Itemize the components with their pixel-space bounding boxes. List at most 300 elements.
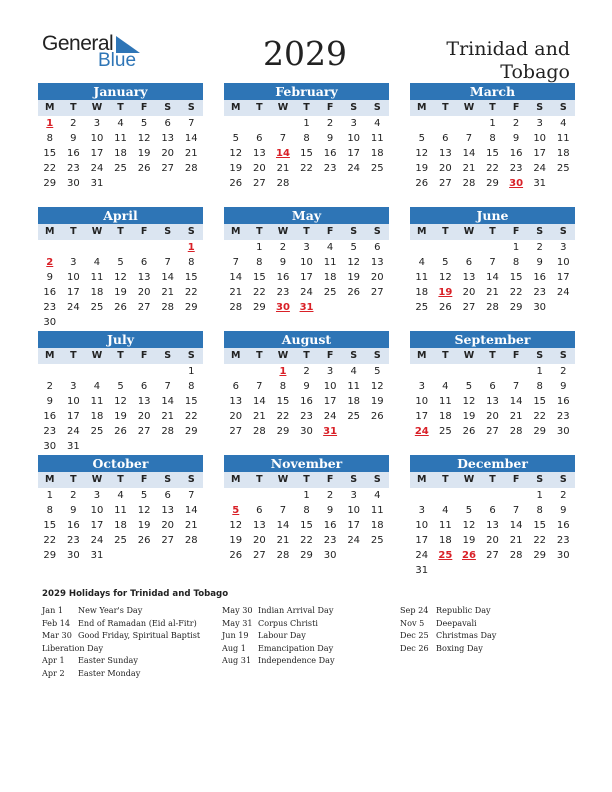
day-cell: 21: [161, 287, 175, 298]
empty-day-cell: [434, 116, 458, 131]
day-cell: 14: [486, 272, 499, 283]
day-cell: 7: [164, 257, 171, 268]
day-cell: 1: [536, 490, 543, 501]
day-cell: 20: [161, 148, 175, 159]
day-cell: 19: [415, 163, 429, 174]
day-cell: 18: [323, 272, 337, 283]
week-row: [38, 300, 203, 315]
day-cell: 27: [253, 550, 266, 561]
weekday-label: W: [277, 474, 289, 485]
holiday-date: Nov 5: [400, 617, 425, 628]
weekday-label: M: [417, 350, 427, 361]
empty-day-cell: [318, 176, 342, 191]
day-cell: 1: [512, 242, 520, 253]
day-cell: 18: [415, 287, 429, 298]
day-cell: 13: [161, 133, 175, 144]
weekday-label: T: [442, 226, 449, 237]
weekday-label: S: [350, 226, 358, 237]
day-cell: 19: [229, 163, 243, 174]
day-cell: 9: [303, 381, 310, 392]
weekday-label: T: [256, 474, 263, 485]
day-cell: 11: [439, 396, 452, 407]
holiday-date: Jan 1: [42, 605, 64, 615]
day-cell: 12: [415, 148, 429, 159]
day-cell: 24: [323, 411, 337, 422]
weekday-label: S: [559, 226, 567, 237]
day-cell: 4: [442, 505, 449, 516]
day-cell: 19: [229, 535, 243, 546]
day-cell: 28: [184, 535, 198, 546]
day-cell: 7: [232, 257, 239, 268]
day-cell: 1: [303, 490, 310, 501]
holiday-name: Labour Day: [258, 630, 306, 640]
day-cell: 13: [253, 148, 266, 159]
weekday-label: W: [277, 226, 289, 237]
day-cell: 27: [439, 178, 452, 189]
empty-day-cell: [248, 116, 272, 131]
day-cell: 1: [489, 118, 496, 129]
week-row: [224, 240, 389, 255]
week-row: [38, 176, 203, 191]
brand-logo: [42, 32, 152, 72]
weekday-label: T: [442, 474, 449, 485]
weekday-label: W: [463, 226, 475, 237]
weekday-label: T: [442, 102, 449, 113]
day-cell: 10: [90, 505, 104, 516]
day-cell: 9: [326, 505, 334, 516]
day-cell: 3: [70, 381, 77, 392]
day-cell: 3: [418, 381, 425, 392]
month-august: [224, 331, 389, 439]
day-cell: 27: [253, 178, 266, 189]
day-cell: 14: [509, 520, 523, 531]
week-row: [224, 131, 389, 146]
weekday-label: W: [463, 102, 475, 113]
week-row: [224, 116, 389, 131]
day-cell: 17: [347, 148, 361, 159]
weekday-label: S: [536, 474, 544, 485]
month-title: April: [38, 207, 203, 224]
day-cell: 13: [161, 505, 175, 516]
country-name-line2: Tobago: [500, 61, 570, 83]
week-row: [38, 394, 203, 409]
day-cell: 12: [462, 396, 476, 407]
week-row: [410, 285, 575, 300]
day-cell: 3: [560, 242, 567, 253]
weekday-label: T: [303, 474, 310, 485]
weekday-label: T: [303, 350, 310, 361]
day-cell: 12: [439, 272, 452, 283]
empty-day-cell: [38, 240, 62, 255]
day-cell: 7: [188, 118, 195, 129]
day-cell: 23: [276, 287, 290, 298]
day-cell: 17: [415, 535, 429, 546]
month-september: [410, 331, 575, 439]
day-cell: 4: [350, 366, 357, 377]
week-row: [38, 270, 203, 285]
day-cell: 30: [43, 317, 57, 328]
day-cell: 24: [556, 287, 570, 298]
day-cell: 10: [323, 381, 337, 392]
week-row: [224, 424, 389, 439]
day-cell: 15: [486, 148, 499, 159]
empty-day-cell: [504, 364, 528, 379]
weekday-label: S: [536, 102, 544, 113]
weekday-header: [410, 472, 575, 488]
day-cell: 18: [347, 396, 361, 407]
empty-day-cell: [551, 563, 575, 578]
day-cell: 20: [137, 287, 151, 298]
weekday-label: S: [164, 102, 172, 113]
day-cell: 5: [117, 381, 124, 392]
weekday-label: S: [187, 102, 195, 113]
day-cell: 6: [256, 133, 263, 144]
weekday-label: F: [140, 350, 148, 361]
day-cell: 10: [300, 257, 313, 268]
empty-day-cell: [38, 364, 62, 379]
day-cell: 26: [415, 178, 429, 189]
empty-day-cell: [156, 364, 180, 379]
month-may: [224, 207, 389, 315]
weekday-label: W: [463, 474, 475, 485]
holiday-name: Corpus Christi: [258, 617, 318, 628]
day-cell: 23: [323, 163, 337, 174]
holiday-date: May 31: [222, 617, 253, 628]
week-row: [38, 503, 203, 518]
holiday-day-cell: 31: [299, 302, 314, 313]
day-cell: 27: [462, 302, 476, 313]
weekday-label: M: [45, 350, 55, 361]
holiday-day-cell: 24: [414, 426, 429, 437]
weekday-label: T: [303, 102, 310, 113]
day-cell: 27: [370, 287, 384, 298]
holiday-date: Apr 1: [42, 655, 65, 665]
month-march: [410, 83, 575, 191]
weekday-label: S: [187, 474, 195, 485]
weekday-label: T: [489, 350, 496, 361]
day-cell: 2: [326, 490, 334, 501]
empty-day-cell: [528, 563, 552, 578]
week-row: [38, 240, 203, 255]
day-cell: 28: [253, 426, 266, 437]
weekday-header: [224, 348, 389, 364]
week-row: [410, 255, 575, 270]
day-cell: 24: [415, 550, 429, 561]
holiday-name: Indian Arrival Day: [258, 605, 334, 615]
week-row: [224, 488, 389, 503]
week-row: [410, 131, 575, 146]
weekday-label: T: [117, 350, 124, 361]
empty-day-cell: [434, 240, 458, 255]
week-row: [224, 176, 389, 191]
day-cell: 10: [556, 257, 570, 268]
day-cell: 28: [229, 302, 243, 313]
weekday-label: S: [559, 350, 567, 361]
week-row: [410, 176, 575, 191]
day-cell: 22: [300, 535, 313, 546]
weekday-label: S: [164, 350, 172, 361]
day-cell: 12: [114, 396, 127, 407]
month-title: November: [224, 455, 389, 472]
day-cell: 15: [43, 520, 57, 531]
day-cell: 20: [137, 411, 151, 422]
day-cell: 1: [536, 366, 543, 377]
weekday-label: S: [559, 102, 567, 113]
day-cell: 1: [256, 242, 263, 253]
weekday-label: S: [373, 350, 381, 361]
day-cell: 12: [462, 520, 476, 531]
day-cell: 22: [486, 163, 499, 174]
day-cell: 26: [114, 426, 127, 437]
day-cell: 21: [276, 535, 290, 546]
day-cell: 6: [489, 381, 496, 392]
empty-day-cell: [457, 364, 481, 379]
day-cell: 15: [300, 148, 313, 159]
empty-day-cell: [179, 439, 203, 454]
day-cell: 30: [43, 441, 57, 452]
month-february: [224, 83, 389, 191]
empty-day-cell: [481, 488, 505, 503]
day-cell: 2: [279, 242, 287, 253]
week-row: [224, 161, 389, 176]
day-cell: 29: [184, 426, 198, 437]
month-title: December: [410, 455, 575, 472]
day-cell: 14: [462, 148, 476, 159]
day-cell: 29: [533, 426, 547, 437]
country-name: [430, 38, 570, 84]
day-cell: 13: [439, 148, 452, 159]
day-cell: 25: [415, 302, 429, 313]
day-cell: 8: [46, 505, 53, 516]
holiday-name: Christmas Day: [436, 630, 497, 640]
day-cell: 13: [253, 520, 266, 531]
empty-day-cell: [410, 488, 434, 503]
day-cell: 22: [533, 411, 547, 422]
empty-day-cell: [271, 116, 295, 131]
day-cell: 31: [67, 441, 80, 452]
week-row: [38, 285, 203, 300]
day-cell: 11: [370, 505, 384, 516]
day-cell: 17: [300, 272, 313, 283]
week-row: [410, 300, 575, 315]
day-cell: 6: [140, 381, 148, 392]
day-cell: 16: [509, 148, 523, 159]
week-row: [224, 394, 389, 409]
day-cell: 15: [276, 396, 290, 407]
day-cell: 13: [486, 396, 499, 407]
day-cell: 16: [323, 148, 337, 159]
empty-day-cell: [224, 488, 248, 503]
day-cell: 6: [374, 242, 381, 253]
empty-day-cell: [365, 176, 389, 191]
day-cell: 28: [486, 302, 499, 313]
week-row: [38, 548, 203, 563]
week-row: [410, 533, 575, 548]
day-cell: 9: [536, 257, 543, 268]
weekday-label: F: [326, 350, 334, 361]
day-cell: 17: [415, 411, 429, 422]
weekday-label: W: [91, 226, 103, 237]
empty-day-cell: [481, 240, 505, 255]
empty-day-cell: [271, 488, 295, 503]
day-cell: 24: [90, 535, 104, 546]
empty-day-cell: [457, 563, 481, 578]
day-cell: 27: [137, 426, 151, 437]
week-row: [38, 488, 203, 503]
day-cell: 7: [279, 505, 287, 516]
day-cell: 17: [347, 520, 361, 531]
day-cell: 25: [114, 535, 127, 546]
empty-day-cell: [109, 240, 133, 255]
weekday-label: M: [231, 350, 241, 361]
day-cell: 8: [303, 505, 310, 516]
day-cell: 4: [418, 257, 425, 268]
week-row: [410, 394, 575, 409]
week-row: [224, 255, 389, 270]
weekday-label: T: [117, 474, 124, 485]
weekday-label: T: [70, 102, 77, 113]
week-row: [38, 518, 203, 533]
day-cell: 26: [229, 178, 243, 189]
week-row: [38, 255, 203, 270]
empty-day-cell: [156, 439, 180, 454]
day-cell: 21: [509, 535, 523, 546]
empty-day-cell: [248, 364, 272, 379]
day-cell: 29: [43, 178, 57, 189]
weekday-label: S: [164, 226, 172, 237]
weekday-label: W: [91, 350, 103, 361]
week-row: [410, 518, 575, 533]
month-title: October: [38, 455, 203, 472]
day-cell: 3: [70, 257, 77, 268]
day-cell: 13: [486, 520, 499, 531]
day-cell: 11: [439, 520, 452, 531]
weekday-label: M: [231, 474, 241, 485]
day-cell: 23: [509, 163, 523, 174]
day-cell: 22: [509, 287, 523, 298]
day-cell: 8: [512, 257, 520, 268]
week-row: [410, 503, 575, 518]
empty-day-cell: [109, 548, 133, 563]
holiday-day-cell: 14: [275, 148, 290, 159]
day-cell: 2: [326, 118, 334, 129]
weekday-label: T: [70, 350, 77, 361]
day-cell: 1: [188, 366, 195, 377]
empty-day-cell: [179, 176, 203, 191]
day-cell: 22: [184, 287, 198, 298]
weekday-label: S: [187, 226, 195, 237]
day-cell: 7: [188, 490, 195, 501]
day-cell: 5: [374, 366, 381, 377]
day-cell: 9: [46, 396, 53, 407]
day-cell: 2: [46, 381, 53, 392]
day-cell: 15: [509, 272, 523, 283]
empty-day-cell: [156, 240, 180, 255]
day-cell: 3: [418, 505, 425, 516]
day-cell: 18: [114, 520, 127, 531]
month-title: January: [38, 83, 203, 100]
day-cell: 2: [536, 242, 543, 253]
day-cell: 22: [43, 163, 57, 174]
day-cell: 25: [323, 287, 337, 298]
empty-day-cell: [109, 364, 133, 379]
day-cell: 8: [188, 257, 195, 268]
day-cell: 4: [326, 242, 334, 253]
empty-day-cell: [109, 176, 133, 191]
day-cell: 28: [276, 550, 290, 561]
day-cell: 18: [370, 148, 384, 159]
empty-day-cell: [410, 240, 434, 255]
empty-day-cell: [342, 548, 366, 563]
weekday-label: S: [350, 102, 358, 113]
day-cell: 9: [70, 505, 77, 516]
day-cell: 17: [323, 396, 337, 407]
day-cell: 2: [303, 366, 310, 377]
day-cell: 6: [164, 490, 171, 501]
holiday-day-cell: 1: [46, 118, 54, 129]
day-cell: 21: [509, 411, 523, 422]
weekday-label: T: [256, 226, 263, 237]
country-name-line1: Trinidad and: [446, 38, 570, 60]
holiday-day-cell: 1: [279, 366, 287, 377]
weekday-label: W: [463, 350, 475, 361]
day-cell: 9: [560, 505, 567, 516]
day-cell: 21: [184, 148, 198, 159]
day-cell: 8: [279, 381, 287, 392]
weekday-header: [38, 224, 203, 240]
empty-day-cell: [434, 488, 458, 503]
day-cell: 8: [46, 133, 53, 144]
day-cell: 8: [188, 381, 195, 392]
day-cell: 26: [462, 426, 476, 437]
day-cell: 12: [370, 381, 384, 392]
holiday-day-cell: 1: [187, 242, 195, 253]
day-cell: 19: [370, 396, 384, 407]
weekday-label: W: [91, 102, 103, 113]
day-cell: 16: [276, 272, 290, 283]
day-cell: 23: [43, 302, 57, 313]
day-cell: 4: [93, 381, 101, 392]
weekday-label: M: [45, 102, 55, 113]
day-cell: 1: [46, 490, 53, 501]
weekday-label: T: [442, 350, 449, 361]
holiday-day-cell: 26: [461, 550, 476, 561]
holiday-name: Easter Sunday: [78, 655, 138, 665]
day-cell: 18: [370, 520, 384, 531]
day-cell: 18: [114, 148, 127, 159]
day-cell: 20: [161, 520, 175, 531]
day-cell: 29: [43, 550, 57, 561]
day-cell: 17: [90, 520, 104, 531]
weekday-label: T: [489, 102, 496, 113]
day-cell: 26: [137, 163, 151, 174]
day-cell: 13: [229, 396, 243, 407]
day-cell: 22: [276, 411, 290, 422]
day-cell: 7: [512, 381, 520, 392]
day-cell: 25: [556, 163, 570, 174]
empty-day-cell: [248, 488, 272, 503]
day-cell: 5: [465, 381, 473, 392]
holiday-date: Aug 31: [222, 655, 252, 665]
day-cell: 14: [276, 520, 290, 531]
weekday-label: F: [326, 102, 334, 113]
empty-day-cell: [132, 548, 156, 563]
day-cell: 16: [323, 520, 337, 531]
day-cell: 21: [161, 411, 175, 422]
holiday-date: Jun 19: [222, 630, 249, 640]
empty-day-cell: [62, 240, 86, 255]
day-cell: 25: [114, 163, 127, 174]
